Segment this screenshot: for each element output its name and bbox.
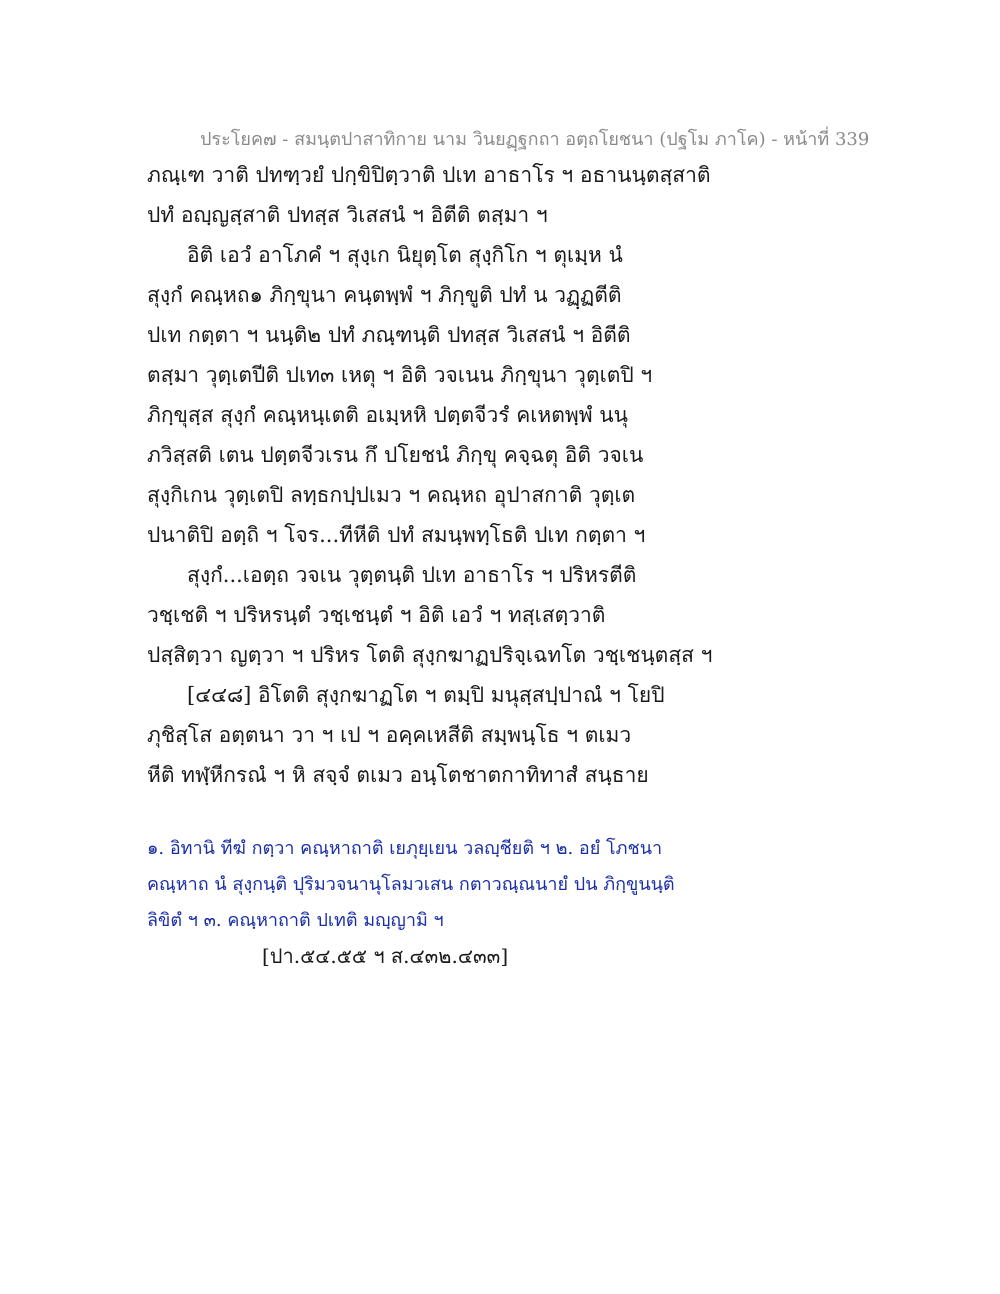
text-line: สุงฺกํ...เอตฺถ วจเน วุตฺตนฺติ ปเท อาธาโร ฯ ปริหรตีติ: [187, 563, 637, 587]
text-line: หีติ ทฬฺหีกรณํ ฯ หิ สจฺจํ ตเมว อนฺโตชาตกาทิทาสํ สนฺธาย: [147, 763, 649, 787]
text-line: ภวิสฺสติ เตน ปตฺตจีวเรน กึ ปโยชนํ ภิกฺขุ คจฺฉตุ อิติ วจเน: [147, 443, 644, 467]
page-reference: [ปา.๕๔.๕๕ ฯ ส.๔๓๒.๔๓๓]: [262, 944, 509, 968]
page-header: ประโยค๗ - สมนฺตปาสาทิกาย นาม วินยฏฺฐกถา อตฺถโยชนา (ปฐโม ภาโค) - หน้าที่ 339: [200, 129, 870, 150]
text-line: ปนาติปิ อตฺถิ ฯ โจร...ทีหีติ ปทํ สมนฺพทฺโธติ ปเท กตฺตา ฯ: [147, 523, 646, 547]
text-line: ภิกฺขุสฺส สุงฺกํ คณฺหนฺเตติ อเมฺหหิ ปตฺตจีวรํ คเหตพฺพํ นนุ: [147, 403, 628, 427]
text-line: ปทํ อญฺญสฺสาติ ปทสฺส วิเสสนํ ฯ อิตีติ ตสฺมา ฯ: [147, 203, 548, 227]
footnote-line: ๑. อิทานิ ทีฆํ กตฺวา คณฺหาถาติ เยภุยฺเยน วลญฺชียติ ฯ ๒. อยํ โภชนา: [147, 838, 663, 859]
main-text: [147, 158, 847, 798]
text-line: สุงฺกํ คณฺหถ๑ ภิกฺขุนา คนฺตพฺพํ ฯ ภิกฺขูติ ปทํ น วฏฺฏตีติ: [147, 283, 622, 307]
text-line: วชฺเชติ ฯ ปริหรนฺตํ วชฺเชนฺตํ ฯ อิติ เอวํ ฯ ทสฺเสตฺวาติ: [147, 603, 606, 627]
text-line: อิติ เอวํ อาโภคํ ฯ สุงฺเก นิยุตฺโต สุงฺกิโก ฯ ตุเมฺห นํ: [187, 243, 623, 267]
text-line: ตสฺมา วุตฺเตปีติ ปเท๓ เหตุ ฯ อิติ วจเนน ภิกฺขุนา วุตฺเตปิ ฯ: [147, 363, 653, 387]
text-line: ภุชิสฺโส อตฺตนา วา ฯ เป ฯ อคฺคเหสีติ สมฺพนฺโธ ฯ ตเมว: [147, 723, 632, 747]
footnotes: [147, 834, 847, 942]
footnote-line: คณฺหาถ นํ สุงฺกนฺติ ปุริมวจนานุโลมวเสน กตาวณฺณนายํ ปน ภิกฺขูนนฺติ: [147, 874, 675, 895]
text-line: สุงฺกิเกน วุตฺเตปิ ลทฺธกปฺปเมว ฯ คณฺหถ อุปาสกาติ วุตฺเต: [147, 483, 636, 507]
text-line: ปเท กตฺตา ฯ นนฺติ๒ ปทํ ภณฺฑนฺติ ปทสฺส วิเสสนํ ฯ อิตีติ: [147, 323, 631, 347]
text-line: ปสฺสิตฺวา ญตฺวา ฯ ปริหร โตติ สุงฺกฆาฏปริจฺเฉทโต วชฺเชนฺตสฺส ฯ: [147, 643, 713, 667]
text-line: ภณฺเฑ วาติ ปทฑฺวยํ ปกฺขิปิตฺวาติ ปเท อาธาโร ฯ อธานนฺตสฺสาติ: [147, 163, 711, 187]
text-line: [๔๔๘] อิโตติ สุงฺกฆาฏโต ฯ ตมฺปิ มนุสฺสปฺปาณํ ฯ โยปิ: [187, 683, 665, 707]
footnote-line: ลิขิตํ ฯ ๓. คณฺหาถาติ ปเทติ มญฺญามิ ฯ: [147, 910, 444, 931]
